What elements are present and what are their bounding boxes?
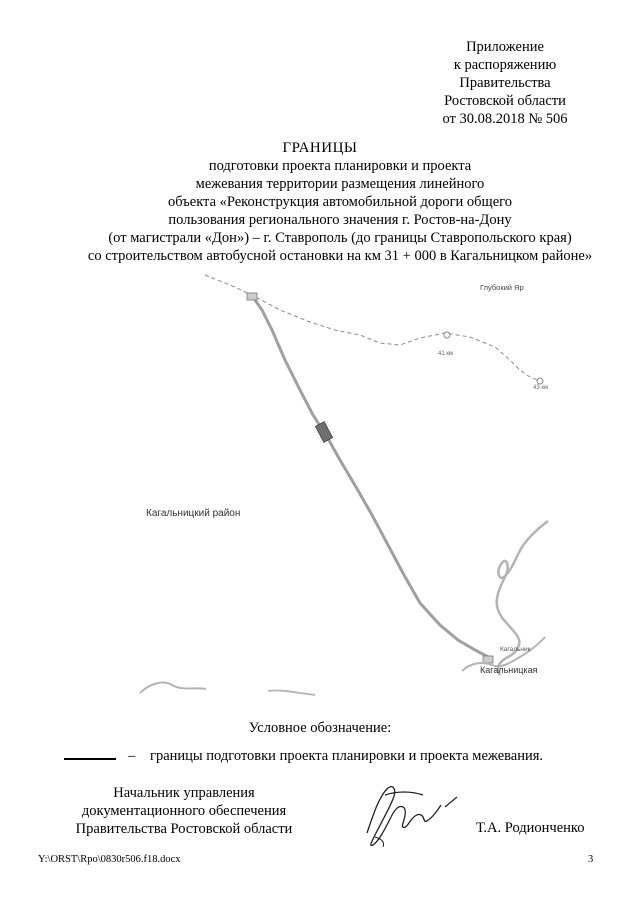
appendix-line: Приложение: [466, 39, 544, 55]
km-marker-icon: [537, 378, 543, 384]
label-district: Кагальницкий район: [146, 508, 241, 519]
main-road: [253, 297, 490, 658]
signatory-position: [64, 784, 304, 838]
river: [140, 683, 206, 693]
position-line: документационного обеспечения: [81, 803, 287, 819]
km-marker-icon: [444, 332, 450, 338]
label-kagalnik: Кагальник: [500, 646, 531, 653]
signatory-name: Т.А. Родионченко: [476, 820, 585, 836]
label-km41: 41 км: [438, 351, 454, 357]
map: [0, 265, 640, 705]
label-kagalnitskaya: Кагальницкая: [480, 665, 538, 675]
legend-line-sample: [64, 758, 116, 760]
legend-dash: –: [128, 748, 136, 764]
legend-text: границы подготовки проекта планировки и проекта межевания.: [150, 748, 544, 764]
description-line: межевания территории размещения линейного: [195, 176, 485, 192]
appendix-header: [380, 38, 630, 128]
description-line: (от магистрали «Дон») – г. Ставрополь (до границы Ставропольского края): [108, 230, 572, 246]
handwritten-signature: [345, 775, 465, 850]
footer-file-path: Y:\ORST\Rpo\0830r506.f18.docx: [38, 854, 181, 865]
document-title: ГРАНИЦЫ: [282, 140, 358, 156]
page-number: 3: [588, 854, 594, 865]
position-line: Начальник управления: [113, 785, 255, 801]
river: [268, 690, 315, 695]
appendix-line: к распоряжению: [453, 57, 557, 73]
project-section-marker: [315, 422, 332, 443]
label-glubokiy-yar: Глубокий Яр: [480, 283, 524, 292]
description-line: пользования регионального значения г. Ростов-на-Дону: [168, 212, 512, 228]
legend-title: Условное обозначение:: [248, 720, 392, 736]
position-line: Правительства Ростовской области: [75, 821, 293, 837]
description-line: подготовки проекта планировки и проекта: [208, 158, 472, 174]
junction-icon: [483, 656, 493, 663]
label-km43: 43 км: [533, 385, 549, 391]
appendix-line: от 30.08.2018 № 506: [442, 111, 568, 127]
appendix-line: Ростовской области: [444, 93, 566, 109]
document-description: [40, 157, 640, 265]
description-line: объекта «Реконструкция автомобильной дороги общего: [168, 194, 512, 210]
appendix-line: Правительства: [459, 75, 551, 91]
description-line: со строительством автобусной остановки на км 31 + 000 в Кагальницком районе»: [87, 248, 593, 264]
junction-icon: [247, 293, 257, 300]
